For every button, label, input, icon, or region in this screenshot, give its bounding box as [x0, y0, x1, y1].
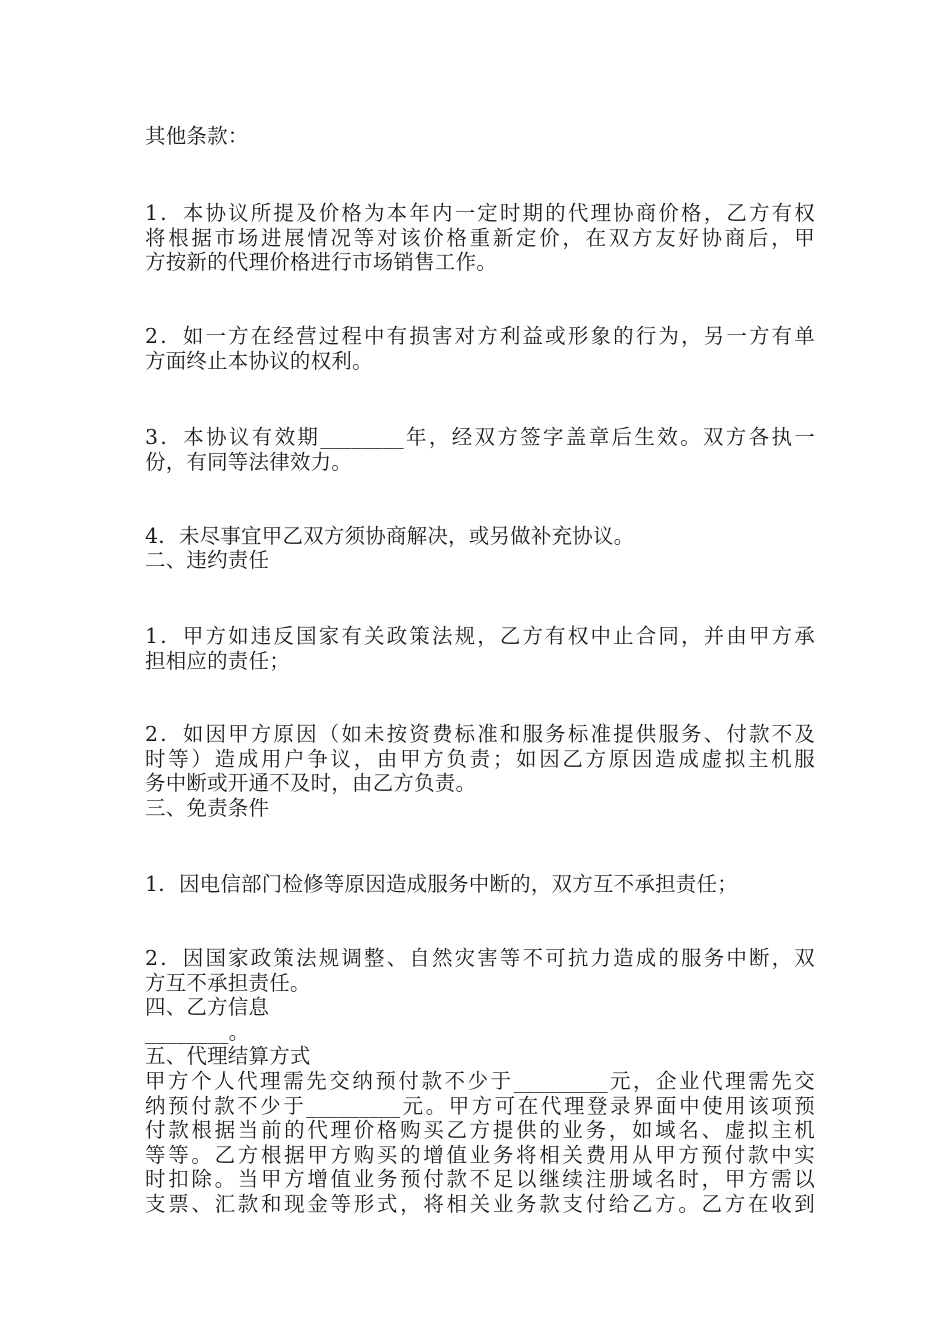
- clause-line: 2．因国家政策法规调整、自然灾害等不可抗力造成的服务中断，双: [145, 946, 815, 970]
- body-line: 等等。乙方根据甲方购买的增值业务将相关费用从甲方预付款中实: [145, 1142, 815, 1167]
- clause-line: 4．未尽事宜甲乙双方须协商解决，或另做补充协议。: [145, 524, 635, 548]
- other-terms-heading: [145, 124, 815, 149]
- heading-line: 二、违约责任: [145, 548, 270, 572]
- heading-line: 其他条款：: [145, 124, 249, 148]
- other-terms-clause-4: [145, 524, 815, 549]
- section-2-heading: [145, 548, 815, 573]
- section-3-clause-2: [145, 946, 815, 995]
- heading-line: 四、乙方信息: [145, 995, 270, 1019]
- blank-line: ________。: [145, 1020, 250, 1044]
- section-3-clause-1: [145, 872, 815, 897]
- clause-line: 担相应的责任；: [145, 648, 290, 673]
- clause-line: 3．本协议有效期________年，经双方签字盖章后生效。双方各执一: [145, 425, 815, 449]
- clause-line: 方按新的代理价格进行市场销售工作。: [145, 250, 497, 274]
- clause-line: 1．因电信部门检修等原因造成服务中断的，双方互不承担责任；: [145, 872, 738, 896]
- section-5-body: [145, 1069, 815, 1216]
- body-line: 支票、汇款和现金等形式，将相关业务款支付给乙方。乙方在收到: [145, 1191, 815, 1216]
- clause-line: 将根据市场进展情况等对该价格重新定价，在双方友好协商后，甲: [145, 225, 815, 250]
- clause-line: 2．如因甲方原因（如未按资费标准和服务标准提供服务、付款不及: [145, 722, 815, 746]
- clause-line: 1．甲方如违反国家有关政策法规，乙方有权中止合同，并由甲方承: [145, 624, 815, 648]
- heading-line: 五、代理结算方式: [145, 1044, 311, 1068]
- body-line: 纳预付款不少于_________元。甲方可在代理登录界面中使用该项预: [145, 1093, 815, 1118]
- body-line: 付款根据当前的代理价格购买乙方提供的业务，如域名、虚拟主机: [145, 1118, 815, 1142]
- section-2-clause-1: [145, 624, 815, 673]
- heading-line: 三、免责条件: [145, 796, 270, 820]
- section-4-blank: [145, 1020, 815, 1045]
- section-3-heading: [145, 796, 815, 821]
- other-terms-clause-3: [145, 425, 815, 474]
- clause-line: 方面终止本协议的权利。: [145, 348, 373, 373]
- section-4-heading: [145, 995, 815, 1020]
- clause-line: 务中断或开通不及时，由乙方负责。: [145, 771, 477, 795]
- section-2-clause-2: [145, 722, 815, 796]
- other-terms-clause-1: [145, 201, 815, 275]
- clause-line: 份，有同等法律效力。: [145, 449, 352, 474]
- clause-line: 1．本协议所提及价格为本年内一定时期的代理协商价格，乙方有权: [145, 201, 815, 225]
- section-5-heading: [145, 1044, 815, 1069]
- clause-line: 方互不承担责任。: [145, 970, 311, 995]
- body-line: 甲方个人代理需先交纳预付款不少于_________元，企业代理需先交: [145, 1069, 815, 1093]
- other-terms-clause-2: [145, 324, 815, 373]
- clause-line: 时等）造成用户争议，由甲方负责；如因乙方原因造成虚拟主机服: [145, 746, 815, 771]
- body-line: 时扣除。当甲方增值业务预付款不足以继续注册域名时，甲方需以: [145, 1167, 815, 1191]
- clause-line: 2．如一方在经营过程中有损害对方利益或形象的行为，另一方有单: [145, 324, 815, 348]
